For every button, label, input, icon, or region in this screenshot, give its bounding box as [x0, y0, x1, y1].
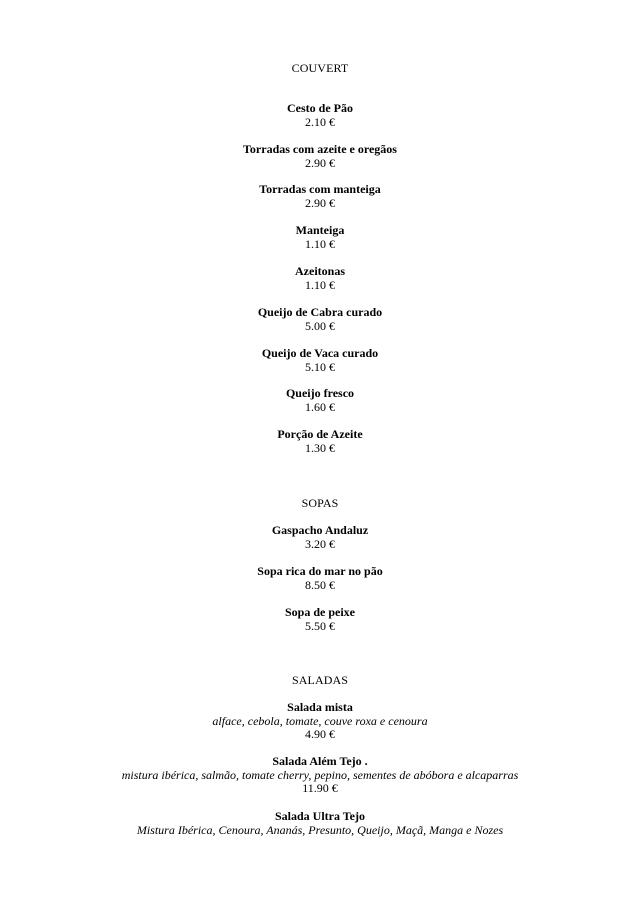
- menu-item: [0, 810, 640, 837]
- menu-item: [0, 143, 640, 170]
- item-price: 5.10 €: [305, 359, 335, 374]
- item-price: 4.90 €: [305, 727, 335, 741]
- menu-item: [0, 347, 640, 374]
- menu-item: [0, 524, 640, 551]
- item-price: 1.10 €: [305, 236, 335, 251]
- menu-item: [0, 102, 640, 129]
- item-price: 3.20 €: [305, 536, 335, 551]
- item-description: alface, cebola, tomate, couve roxa e cenoura: [212, 713, 428, 728]
- item-price: 2.90 €: [305, 195, 335, 210]
- item-name: Sopa rica do mar no pão: [257, 564, 383, 578]
- item-name: Salada Ultra Tejo: [274, 809, 365, 823]
- item-price: 8.50 €: [305, 577, 335, 592]
- item-name: Salada Além Tejo .: [272, 754, 368, 768]
- item-price: 11.90 €: [302, 781, 338, 795]
- item-name: Manteiga: [295, 223, 345, 237]
- item-description: Mistura Ibérica, Cenoura, Ananás, Presunto, Queijo, Maçã, Manga e Nozes: [136, 822, 504, 837]
- section-title-saladas: SALADAS: [291, 673, 349, 687]
- item-name: Gaspacho Andaluz: [271, 523, 369, 537]
- menu-item: [0, 224, 640, 251]
- section-title-sopas: SOPAS: [301, 496, 339, 510]
- item-name: Cesto de Pão: [287, 101, 353, 115]
- item-price: 5.00 €: [305, 318, 335, 333]
- item-price: 1.30 €: [305, 440, 335, 455]
- menu-item: [0, 306, 640, 333]
- item-name: Azeitonas: [295, 264, 345, 278]
- item-name: Queijo fresco: [285, 386, 355, 400]
- item-price: 1.10 €: [305, 277, 335, 292]
- menu-item: [0, 701, 640, 742]
- menu-item: [0, 428, 640, 455]
- item-name: Sopa de peixe: [284, 605, 355, 619]
- item-description: mistura ibérica, salmão, tomate cherry, pepino, sementes de abóbora e alcaparras: [121, 767, 519, 782]
- menu-item: [0, 387, 640, 414]
- item-price: 1.60 €: [305, 399, 335, 414]
- item-name: Queijo de Cabra curado: [257, 305, 383, 319]
- menu-item: [0, 606, 640, 633]
- item-name: Torradas com azeite e oregãos: [243, 142, 397, 156]
- item-name: Porção de Azeite: [277, 427, 363, 441]
- section-title-couvert: COUVERT: [291, 61, 349, 75]
- item-price: 2.10 €: [305, 114, 335, 129]
- item-name: Queijo de Vaca curado: [261, 346, 379, 360]
- item-price: 5.50 €: [305, 618, 335, 633]
- item-price: 2.90 €: [305, 155, 335, 170]
- menu-item: [0, 183, 640, 210]
- item-name: Salada mista: [287, 700, 353, 714]
- menu-item: [0, 265, 640, 292]
- menu-item: [0, 755, 640, 796]
- menu-item: [0, 565, 640, 592]
- item-name: Torradas com manteiga: [259, 182, 381, 196]
